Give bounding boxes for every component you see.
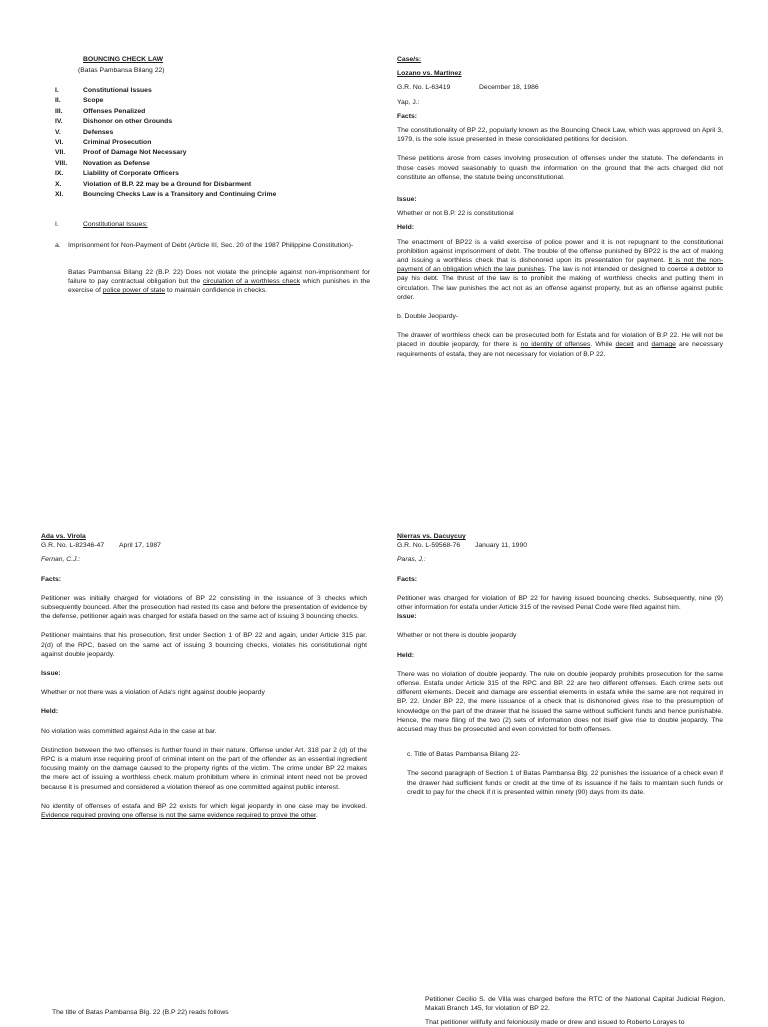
text-run: to maintain confidence in checks. [165, 287, 268, 295]
toc-item-number: VII. [55, 149, 66, 157]
held-paragraph [397, 238, 723, 302]
toc-item-number: IX. [55, 170, 64, 178]
underlined-text: deceit [615, 341, 634, 349]
subsection-a-body [68, 268, 370, 296]
issue-label: Issue: [41, 670, 61, 678]
case-date: December 18, 1986 [479, 84, 539, 92]
issue-text: Whether or not there was a violation of Ada's right against double jeopardy [41, 689, 265, 697]
document-subtitle: (Batas Pambansa Bilang 22) [78, 67, 165, 74]
cases-label: Case/s: [397, 56, 422, 63]
toc-item-number: VIII. [55, 159, 68, 167]
issue-text: Whether or not there is double jeopardy [397, 632, 517, 640]
case-date: January 11, 1990 [475, 542, 528, 550]
toc-item [55, 86, 365, 96]
section-heading [55, 220, 148, 229]
toc-item-number: III. [55, 107, 63, 115]
subsection-a-text: Imprisonment for Non-Payment of Debt (Article III, Sec. 20 of the 1987 Philippine Constitution)- [68, 242, 354, 249]
toc-item [55, 190, 365, 200]
gr-number: G.R. No. L-59568-76 [397, 542, 461, 550]
toc-item [55, 117, 365, 127]
section-title: Constitutional Issues: [83, 221, 148, 228]
held-paragraph: Distinction between the two offenses is further found in their nature. Offense under Art. 318 par 2 (d) of the RPC is a malum inse requiring proof of criminal intent on the part of the offender as an essential ingredient focusing mainly on the damage caused to the property rights of the victim. The crime under BP 22 makes the mere act of issuing a worthless check malum prohibitum where in criminal intent need not be proved because it is presumed and considered a violation thereof as one committed against public interest. [41, 746, 367, 791]
text-run: are necessary requirements of estafa, they are not necessary for violation of B.P 22. [397, 341, 723, 358]
case-citation [397, 83, 723, 92]
text-run: The drawer of worthless check can be prosecuted both for Estafa and for violation of B.P 22. He will not be placed in double jeopardy, for there is [397, 332, 723, 349]
case-nierras [397, 532, 723, 797]
underlined-text: Evidence required proving one offense is not the same evidence required to prove the other [41, 812, 316, 820]
toc-item [55, 169, 365, 179]
toc-item [55, 180, 365, 190]
toc-item-label: Proof of Damage Not Necessary [83, 149, 187, 157]
toc-item-label: Criminal Prosecution [83, 138, 152, 146]
toc-item-label: Dishonor on other Grounds [83, 118, 173, 126]
toc-item-label: Offenses Penalized [83, 107, 146, 115]
case-lozano [397, 55, 723, 359]
toc-item [55, 138, 365, 148]
held-label: Held: [41, 708, 58, 716]
text-run: . The law is not intended or designed to coerce a debtor to pay his debt. The thrust of the law is to prohibit the making of worthless checks and putting them in circulation. The law punishes the act not as an offense against property, but as an offense against public order. [397, 266, 723, 301]
issue-label: Issue: [397, 613, 417, 621]
text-run: which punishes in the exercise of [68, 278, 370, 295]
subsection-b-body [397, 331, 723, 359]
case-title: Lozano vs. Martinez [397, 70, 462, 78]
toc-item-number: IV. [55, 118, 63, 126]
text-run: and [633, 341, 652, 349]
toc-item-number: X. [55, 180, 62, 188]
facts-paragraph: Petitioner was charged for violation of BP 22 for having issued bouncing checks. Subsequently, nine (9) other information for estafa under Article 315 of the revised Penal Code were filed against him. [397, 594, 723, 612]
case-citation [397, 541, 723, 550]
facts-label: Facts: [41, 575, 62, 583]
subsection-b-title: b. Double Jeopardy- [397, 313, 459, 321]
footer-right-text: Petitioner Cecilio S. de Villa was charged before the RTC of the National Capital Judicial Region, Makati Branch 145, for violation of BP 22. [425, 996, 725, 1013]
toc-item [55, 128, 365, 138]
case-title: Ada vs. Virola [41, 533, 86, 540]
facts-label: Facts: [397, 575, 418, 583]
toc-item-number: V. [55, 128, 61, 136]
toc-item-label: Violation of B.P. 22 may be a Ground for Disbarment [83, 180, 252, 188]
issue-text: Whether or not B.P. 22 is constitutional [397, 210, 514, 218]
toc-item-number: XI. [55, 190, 64, 198]
toc-item-label: Bouncing Checks Law is a Transitory and Continuing Crime [83, 190, 277, 198]
ponente: Paras, J.: [397, 556, 426, 564]
facts-paragraph: These petitions arose from cases involving prosecution of offenses under the statute. The defendants in those cases moved seasonably to quash the information on the ground that the acts charged did not constitute an offense, the statute being unconstitutional. [397, 155, 723, 181]
toc-item [55, 107, 365, 117]
section-number: I. [55, 221, 59, 228]
toc-item-number: II. [55, 97, 61, 105]
footer-right-text-2: That petitioner willfully and feloniously made or drew and issued to Roberto Lorayes to [425, 1019, 685, 1026]
facts-paragraph: Petitioner was initially charged for violations of BP 22 consisting in the issuance of 3 checks which subsequently bounced. After the prosecution had rested its case and before the presentation of evidence by the defense, petitioner again was charged for estafa based on the same act of issuing 3 bouncing checks. [41, 594, 367, 621]
case-date: April 17, 1987 [119, 542, 161, 550]
held-paragraph: No violation was committed against Ada in the case at bar. [41, 727, 217, 735]
toc-item-label: Liability of Corporate Officers [83, 170, 179, 178]
ponente: Yap, J.: [397, 98, 420, 106]
case-ada [41, 532, 367, 820]
underlined-text: police power of state [102, 287, 166, 295]
facts-paragraph: The constitutionality of BP 22, popularly known as the Bouncing Check Law, which was approved on April 3, 1979, is the sole issue presented in these consolidated petitions for decision. [397, 127, 723, 144]
gr-number: G.R. No. L-82346-47 [41, 542, 105, 550]
subsection-a-title [55, 241, 370, 250]
toc-item [55, 96, 365, 106]
toc-item-number: I. [55, 87, 59, 94]
case-citation [41, 541, 367, 550]
underlined-text: It is not the non-payment of an obligation which the law punishes [397, 257, 723, 274]
text-run: Batas Pambansa Bilang 22 (B.P. 22) Does not violate the principle against non-imprisonment for failure to pay contractual obligation but the [68, 269, 370, 286]
table-of-contents [55, 86, 365, 200]
held-label: Held: [397, 224, 414, 232]
toc-item-label: Constitutional Issues [83, 87, 152, 94]
text-run: . [315, 812, 318, 820]
footer-left-text: The title of Batas Pambansa Blg. 22 (B.P 22) reads follows [52, 1009, 229, 1016]
toc-item-label: Scope [83, 97, 104, 105]
toc-item-label: Defenses [83, 128, 114, 136]
toc-item-label: Novation as Defense [83, 159, 150, 167]
toc-item-number: VI. [55, 138, 64, 146]
subsection-c-body: The second paragraph of Section 1 of Batas Pambansa Blg. 22 punishes the issuance of a check even if the drawer had sufficient funds or credit at the time of its issuance if he fails to maintain such funds or credit to pay for the check if it is presented within ninety (90) days from its date. [407, 770, 723, 796]
text-run: . While [590, 341, 616, 349]
subsection-c-title: c. Title of Batas Pambansa Bilang 22- [407, 751, 521, 759]
toc-item [55, 148, 365, 158]
underlined-text: damage [651, 341, 676, 349]
toc-item [55, 159, 365, 169]
case-title: Nierras vs. Dacuycuy [397, 533, 466, 540]
subsection-letter: a. [55, 242, 61, 249]
held-paragraph [41, 802, 367, 820]
facts-label: Facts: [397, 112, 418, 120]
ponente: Fernan, C.J.: [41, 556, 81, 564]
held-label: Held: [397, 651, 414, 659]
document-title: BOUNCING CHECK LAW [83, 56, 164, 63]
text-run: The enactment of BP22 is a valid exercise of police power and it is not repugnant to the constitutional prohibition against imprisonment of debt. The trouble of the offense punished by BP22 is the act of making and issuing a worthless check that is dishonored upon its presentation for payment. [397, 238, 723, 265]
underlined-text: no identity of offenses [520, 341, 591, 349]
underlined-text: circulation of a worthless check [202, 278, 301, 286]
facts-paragraph: Petitioner maintains that his prosecution, first under Section 1 of BP 22 and again, under Article 315 par. 2(d) of the RPC, based on the same act of issuing 3 bouncing checks, violates his constitutional right against double jeopardy. [41, 632, 367, 658]
held-paragraph: There was no violation of double jeopardy. The rule on double jeopardy prohibits prosecution for the same offense. Estafa under Article 315 of the RPC and BP. 22 are two different offenses. Each crime sets out different elements. Deceit and damage are essential elements in estafa while the same are not required in BP. 22. Under BP 22, the mere issuance of a check that is dishonored gives rise to the presumption of knowledge on the part of the drawer that he issued the same without sufficient funds and hence punishable. Hence, the mere filing of the two (2) sets of information does not itself give rise to double jeopardy. The accused may thus be prosecuted and even convicted for both offenses. [397, 670, 723, 734]
gr-number: G.R. No. L-63419 [397, 84, 451, 92]
text-run: No identity of offenses of estafa and BP 22 exists for which legal jeopardy in one case may be invoked. [41, 802, 367, 810]
issue-label: Issue: [397, 196, 417, 204]
